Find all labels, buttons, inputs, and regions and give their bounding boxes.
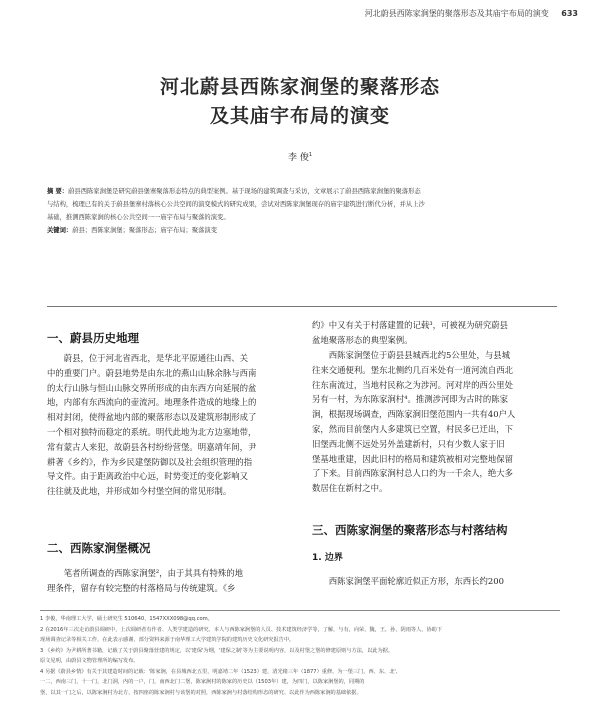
right-column-top: [312, 318, 558, 348]
keywords-text: 蔚县；西陈家涧堡；聚落形态；庙宇布局；聚落演变: [72, 227, 218, 234]
body-line: 往往就及此地，并形成如今村堡空间的常见形制。: [47, 486, 232, 497]
body-line: 了下来。目前西陈家涧村总人口约为一千余人，绝大多: [312, 468, 513, 479]
body-line: 蔚县，位于河北省西北，是华北平原通往山西、关: [63, 353, 249, 363]
abstract-line-3: 基础，推测西陈家涧的核心公共空间一一庙宇布局与聚落的演变。: [47, 214, 230, 221]
abstract-text-1: 蔚县西陈家涧堡是研究蔚县堡寨聚落形态特点的典型案例。基于现场的建筑调查与采访，文章展示了蔚县西陈家涧堡的聚落形态: [68, 188, 421, 195]
author: [0, 150, 600, 163]
running-head-text: 河北蔚县西陈家涧堡的聚落形态及其庙宇布局的演变: [364, 9, 549, 18]
keywords-line: [47, 225, 557, 236]
body-line: 相对封闭，使得盆地内部的聚落形态以及建筑形制形成了: [47, 412, 257, 423]
section-1-heading: 一、蔚县历史地理: [47, 331, 139, 345]
body-line: 导文件。由于距离政治中心远，时势变迁的变化影响又: [47, 471, 248, 482]
right-column-paragraph: [312, 348, 558, 496]
footnote-line: 原文见明，由蔚县文物管理所的编写发布。: [40, 658, 139, 664]
body-line: 理条件，留存有较完整的村落格局与传统建筑。《乡: [47, 582, 236, 593]
subsection-1-body: [312, 574, 558, 589]
section-2-heading: 二、西陈家涧堡概况: [47, 541, 151, 555]
section-3-heading: 三、西陈家涧堡的聚落形态与村落结构: [312, 523, 508, 537]
running-head: [365, 8, 578, 19]
body-line: 中的重要门户。蔚县地势是由东北的燕山山脉余脉与西南: [47, 367, 257, 378]
body-line: 西陈家涧堡位于蔚县县城西北约5公里处，与县城: [328, 350, 510, 360]
body-line: 堡基地重建，因此旧村的格局和建筑被相对完整地保留: [312, 453, 513, 464]
keywords-label: 关键词：: [47, 227, 73, 234]
author-name: 李 俊: [287, 153, 309, 163]
abstract-line-1: [47, 186, 557, 197]
author-footnote-mark: 1: [308, 152, 313, 158]
section-2-body: [47, 566, 292, 596]
section-1-body: [47, 351, 292, 499]
abstract-divider: [47, 306, 557, 307]
page-number: 633: [561, 9, 578, 18]
body-line: 往东南流过，当地村民称之为涉河。河对岸的西公里处: [312, 379, 513, 390]
footnote-line: 现场调查记录等相关工作，在此表示感谢，部分资料来源于南华理工大学建筑学院的建筑历史文化研究报告中。: [40, 637, 295, 643]
body-line: 西陈家涧堡平面轮廓近似正方形，东西长约200: [328, 576, 504, 586]
footnote-divider: [40, 610, 560, 611]
body-line: 的太行山脉与恒山山脉交界所形成的由东西方向延展的盆: [47, 382, 257, 393]
body-line: 数居住在新村之中。: [312, 483, 388, 494]
paper-title-line-2: 及其庙宇布局的演变: [209, 105, 390, 127]
body-line: 地，内部有东西流向的壶流河。地理条件造成的地缘上的: [47, 397, 257, 408]
body-line: 笔者所调查的西陈家涧堡²，由于其具有特殊的地: [63, 568, 244, 578]
footnote-line: 堡，以其一门之后，以陈家涧村为北方，按四座的陈家涧村与该堡的对照，西陈家涧与村落结构形态的研究、以此作为西陈家涧的基础依据。: [40, 689, 362, 696]
paper-title-line-1: 河北蔚县西陈家涧堡的聚落形态: [159, 76, 440, 98]
body-line: 约》中又有关于村落建置的记载³，可被视为研究蔚县: [312, 320, 508, 330]
body-line: 另有一村，为东陈家涧村⁴。推测涉河即为古时的陈家: [312, 394, 508, 405]
body-line: 盆地聚落形态的典型案例。: [312, 334, 413, 345]
footnote-line: 4 另据《蔚县乡情》有关于其建造时间的记载：'陈家涧，在县城西北五里，明嘉靖二年（1523）建，清光绪三年（1877）重修，为一堡三门，西、东、北',: [40, 668, 398, 675]
body-line: 常有蒙古人来犯，故蔚县各村纷纷营堡。明嘉靖年间，尹: [47, 441, 257, 452]
footnotes: [40, 614, 560, 698]
body-line: 旧堡西北侧不远处另外盖建新村，只有少数人家于旧: [312, 438, 505, 449]
body-line: 家，然而目前堡内人多建筑已空置，村民多已迁出，下: [312, 423, 513, 434]
footnote-line: 一二，西南三门，十一门，北门洞，内的一户，门，南西北门二堡，陈家涧村的陈家的历史以（1503年）建，为四门，以陈家涧堡的，同期的: [40, 679, 365, 685]
subsection-1-heading: 1. 边界: [312, 553, 343, 563]
abstract-line-2: 与结构，梳理已有的关于蔚县堡寨村落核心公共空间的演变模式的研究成果，尝试对西陈家涧堡现存的庙宇建筑进行断代分析，并从上沙: [47, 201, 425, 208]
footnote-line: 2 在2016年三次走访蔚县调研中，上次调研者有作者、人类学建造的研究、本人与西陈家涧堡的人员、技术建筑经济学等，了解，与有，向荣，魏，王，孙，阴雨等人，协助下: [40, 626, 443, 633]
body-line: 一个相对独特而稳定的系统。明代此地为北方边塞地带，: [47, 426, 257, 437]
body-line: 涧，根据现场调查，西陈家涧旧堡范围内一共有40户人: [312, 409, 516, 420]
footnote-line: 1 李俊，华南理工大学，硕士研究生 510640，1547XXX098@qq.com。: [40, 616, 213, 622]
abstract-label: 摘 要：: [47, 188, 69, 195]
footnote-line: 3 《乡约》为尹耕所著书籍，记载了关于蔚县聚落营建的规定，以'建保'为纲，'建保之制'等为主要说明内容，以及村堡之堡的修建原则与方法，以此为据。: [40, 647, 394, 654]
body-line: 耕著《乡约》，作为乡民建堡防御以及社会组织管理的指: [47, 456, 253, 467]
body-line: 往来交通便利。堡东北侧约几百米处有一道河流自西北: [312, 364, 513, 375]
